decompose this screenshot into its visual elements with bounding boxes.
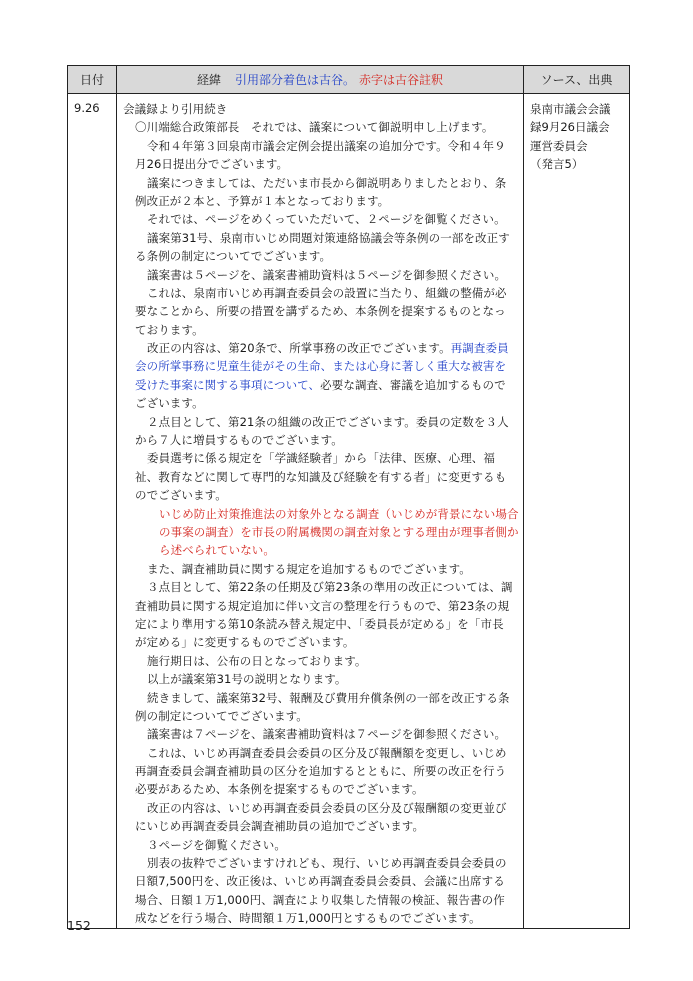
transcript-line	[123, 633, 517, 651]
line-text: 議案書は７ページを、議案書補助資料は７ページを御参照ください。	[147, 727, 507, 742]
header-source: ソース、出典	[524, 66, 630, 94]
transcript-line	[123, 505, 517, 523]
transcript-line	[123, 615, 517, 633]
line-text: 議案書は５ページを、議案書補助資料は５ページを御参照ください。	[147, 267, 507, 282]
transcript-line	[123, 266, 517, 284]
transcript-line	[123, 854, 517, 872]
transcript-line	[123, 192, 517, 210]
line-text: 再調査委員会調査補助員の区分を追加するとともに、所要の改正を行う	[135, 764, 507, 779]
line-text: ております。	[135, 322, 204, 337]
transcript-lines	[123, 100, 517, 928]
line-text: 日額7,500円を、改正後は、いじめ再調査委員会委員、会議に出席する	[135, 874, 505, 889]
line-text: ございます。	[135, 396, 204, 411]
line-text: 令和４年第３回泉南市議会定例会提出議案の追加分です。令和４年９	[147, 138, 506, 153]
line-text: また、調査補助員に関する規定を追加するものでございます。	[147, 561, 471, 576]
line-text: それでは、ページをめくっていただいて、２ページを御覧ください。	[147, 212, 506, 227]
annotation-note: いじめ防止対策推進法の対象外となる調査（いじめが背景にない場合	[159, 506, 519, 521]
line-text: 必要があるため、本条例を提案するものでございます。	[135, 782, 424, 797]
line-text: ３点目として、第22条の任期及び第23条の準用の改正については、調	[147, 580, 513, 595]
transcript-line	[123, 486, 517, 504]
transcript-line	[123, 155, 517, 173]
header-date: 日付	[68, 66, 117, 94]
transcript-line	[123, 799, 517, 817]
line-text: が定める」に変更するものでございます。	[135, 635, 355, 650]
transcript-line	[123, 707, 517, 725]
source-line: 録9月26日議会	[530, 120, 610, 135]
quoted-highlight: 受けた事案に関する事項について、	[135, 377, 321, 392]
line-text: 改正の内容は、第20条で、所掌事務の改正でございます。	[147, 341, 451, 356]
line-text: 要なことから、所要の措置を講ずるため、本条例を提案するものとなっ	[135, 304, 506, 319]
annotation-note: の事案の調査）を市長の附属機関の調査対象とする理由が理事者側か	[159, 524, 519, 539]
transcript-line	[123, 670, 517, 688]
transcript-line	[123, 376, 517, 394]
line-text: 議案につきましては、ただいま市長から御説明ありましたとおり、条	[147, 175, 507, 190]
line-text: 委員選考に係る規定を「学識経験者」から「法律、医療、心理、福	[147, 451, 495, 466]
transcript-line	[123, 541, 517, 559]
header-note-red: 赤字は古谷註釈	[359, 73, 444, 87]
transcript-line	[123, 210, 517, 228]
table-row	[68, 94, 630, 929]
line-text: 会議録より引用続き	[123, 102, 228, 116]
transcript-line	[123, 394, 517, 412]
transcript-line	[123, 247, 517, 265]
transcript-line	[123, 431, 517, 449]
line-text: 例の制定についてでございます。	[135, 708, 308, 723]
line-text: 続きまして、議案第32号、報酬及び費用弁償条例の一部を改正する条	[147, 690, 510, 705]
transcript-line	[123, 836, 517, 854]
transcript-line	[123, 449, 517, 467]
line-text: これは、泉南市いじめ再調査委員会の設置に当たり、組織の整備が必	[147, 285, 507, 300]
transcript-line	[123, 909, 517, 927]
row-source	[524, 94, 630, 929]
line-text: 改正の内容は、いじめ再調査委員会委員の区分及び報酬額の変更並び	[147, 800, 507, 815]
line-text: 祉、教育などに関して専門的な知識及び経験を有する者」に変更するも	[135, 469, 507, 484]
line-text: 月26日提出分でございます。	[135, 157, 289, 172]
table-header-row	[68, 66, 630, 94]
source-line: 泉南市議会会議	[530, 102, 611, 116]
transcript-line	[123, 229, 517, 247]
header-body	[117, 66, 524, 94]
line-text: 〇川端総合政策部長 それでは、議案について御説明申し上げます。	[135, 120, 494, 135]
line-text: 査補助員に関する規定追加に伴い文言の整理を行うもので、第23条の規	[135, 598, 510, 613]
transcript-line	[123, 100, 517, 118]
transcript-line	[123, 118, 517, 136]
transcript-line	[123, 817, 517, 835]
transcript-line	[123, 174, 517, 192]
transcript-line	[123, 302, 517, 320]
row-body	[117, 94, 524, 929]
line-text: のでございます。	[135, 488, 227, 503]
transcript-line	[123, 780, 517, 798]
transcript-line	[123, 762, 517, 780]
annotation-note: ら述べられていない。	[159, 543, 275, 558]
row-date: 9.26	[68, 94, 117, 929]
line-text: 必要な調査、審議を追加するもので	[320, 377, 506, 392]
line-text: る条例の制定についてでございます。	[135, 249, 332, 264]
quoted-highlight: 会の所掌事務に児童生徒がその生命、または心身に著しく重大な被害を	[135, 359, 507, 374]
source-line: （発言5）	[530, 157, 584, 172]
transcript-line	[123, 891, 517, 909]
header-note-blue: 引用部分着色は古谷。	[234, 73, 355, 87]
line-text: ２点目として、第21条の組織の改正でございます。委員の定数を３人	[147, 414, 509, 429]
transcript-line	[123, 284, 517, 302]
line-text: 例改正が２本と、予算が１本となっております。	[135, 193, 390, 208]
transcript-line	[123, 578, 517, 596]
transcript-line	[123, 560, 517, 578]
transcript-line	[123, 689, 517, 707]
page-number: 152	[67, 918, 91, 933]
line-text: 施行期日は、公布の日となっております。	[147, 653, 367, 668]
transcript-line	[123, 725, 517, 743]
line-text: 成などを行う場合、時間額１万1,000円とするものでございます。	[135, 911, 481, 926]
transcript-line	[123, 744, 517, 762]
record-table	[67, 65, 630, 929]
transcript-line	[123, 321, 517, 339]
line-text: 定により準用する第10条読み替え規定中、「委員長が定める」を「市長	[135, 616, 504, 631]
line-text: から７人に増員するものでございます。	[135, 433, 343, 448]
transcript-line	[123, 652, 517, 670]
transcript-line	[123, 357, 517, 375]
line-text: 場合、日額１万1,000円、調査により収集した情報の検証、報告書の作	[135, 892, 505, 907]
transcript-line	[123, 872, 517, 890]
transcript-line	[123, 468, 517, 486]
line-text: 以上が議案第31号の説明となります。	[147, 672, 347, 687]
source-line: 運営委員会	[530, 138, 588, 153]
header-body-title: 経緯	[196, 73, 221, 87]
transcript-line	[123, 339, 517, 357]
quoted-highlight: 再調査委員	[450, 341, 509, 356]
line-text: にいじめ再調査委員会調査補助員の追加でございます。	[135, 819, 425, 834]
line-text: 別表の抜粋でございますけれども、現行、いじめ再調査委員会委員の	[147, 856, 507, 871]
transcript-line	[123, 413, 517, 431]
transcript-line	[123, 137, 517, 155]
transcript-line	[123, 597, 517, 615]
line-text: これは、いじめ再調査委員会委員の区分及び報酬額を変更し、いじめ	[147, 745, 507, 760]
transcript-line	[123, 523, 517, 541]
line-text: ３ページを御覧ください。	[147, 837, 286, 852]
line-text: 議案第31号、泉南市いじめ問題対策連絡協議会等条例の一部を改正す	[147, 230, 510, 245]
